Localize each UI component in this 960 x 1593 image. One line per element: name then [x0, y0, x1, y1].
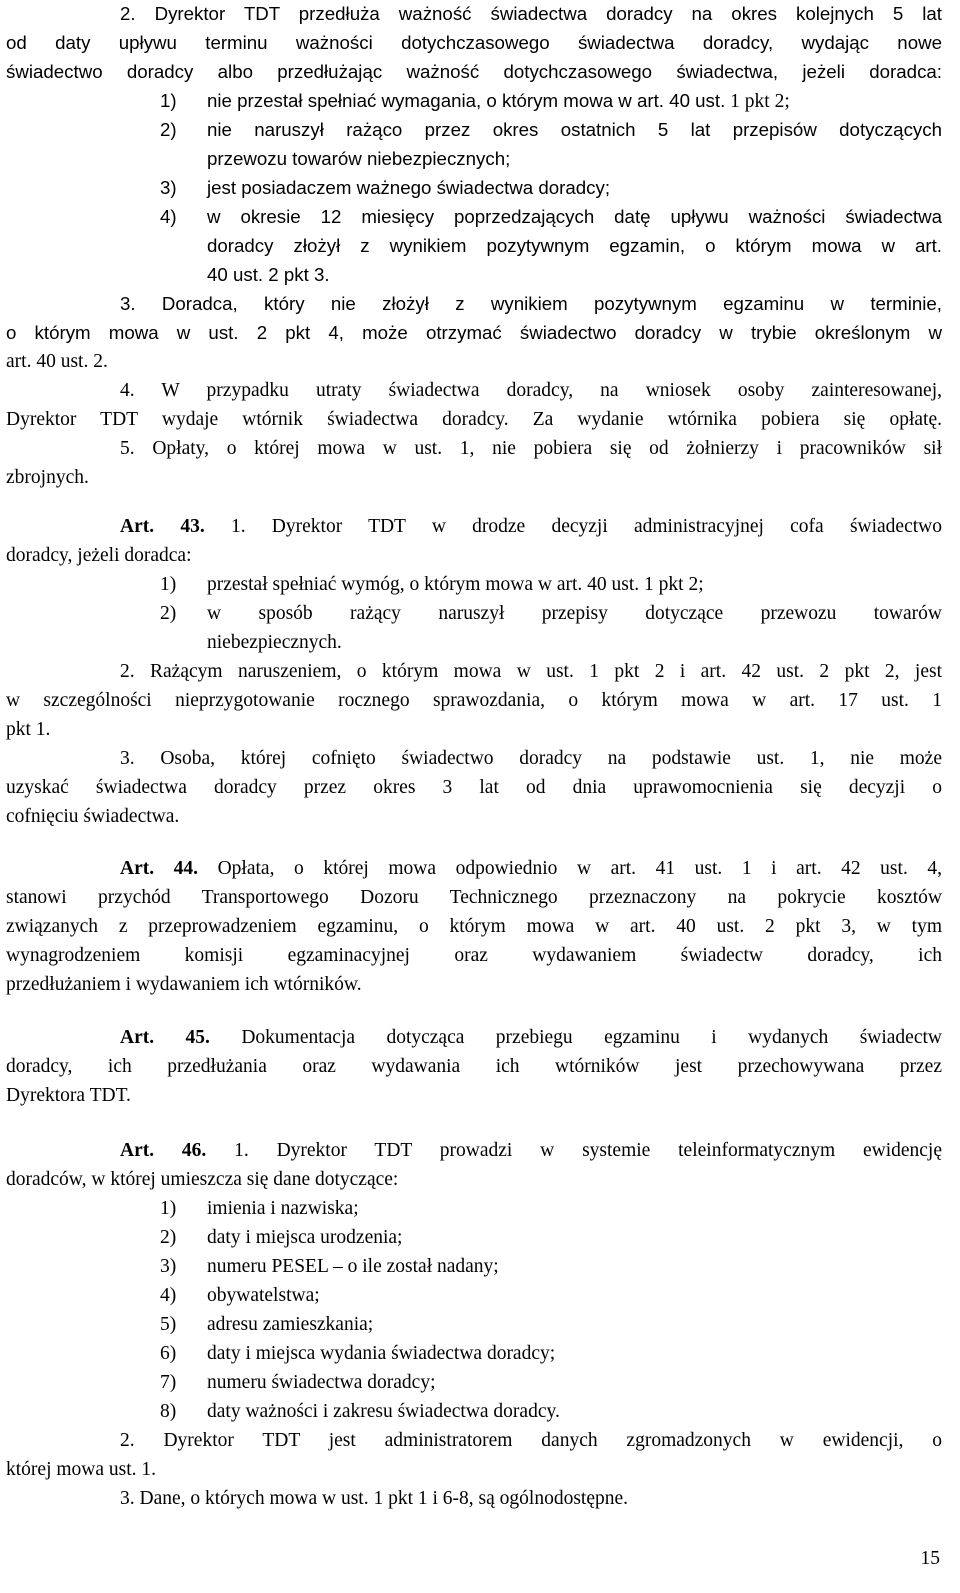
art43-item-1	[160, 571, 942, 599]
art43-item-2	[160, 600, 942, 628]
art46-ust2-line2: której mowa ust. 1.	[6, 1459, 157, 1480]
article-number: Art. 43.	[120, 516, 205, 537]
item-text: numeru PESEL – o ile został nadany;	[207, 1256, 499, 1277]
art43-ust2-line3: pkt 1.	[6, 719, 51, 740]
item-text: adresu zamieszkania;	[207, 1314, 374, 1335]
art43-ust2-line1: 2. Rażącym naruszeniem, o którym mowa w ust. 1 pkt 2 i art. 42 ust. 2 pkt 2, jest	[120, 661, 942, 682]
item-number: 4)	[160, 206, 177, 227]
art44-line4: wynagrodzeniem komisji egzaminacyjnej oraz wydawaniem świadectw doradcy, ich	[6, 945, 942, 966]
art42-item-2	[160, 116, 942, 144]
art46-ust2-line1: 2. Dyrektor TDT jest administratorem danych zgromadzonych w ewidencji, o	[120, 1430, 942, 1451]
art43-ust1-text: 1. Dyrektor TDT w drodze decyzji administracyjnej cofa świadectwo	[204, 516, 942, 537]
art44-text: Opłata, o której mowa odpowiednio w art. 41 ust. 1 i art. 42 ust. 4,	[198, 858, 942, 879]
art43-ust3-line1: 3. Osoba, której cofnięto świadectwo doradcy na podstawie ust. 1, nie może	[120, 748, 942, 769]
item-number: 5)	[160, 1314, 177, 1335]
item-number: 1)	[160, 1198, 177, 1219]
art46-item-8	[160, 1398, 942, 1426]
article-number: Art. 45.	[120, 1027, 210, 1048]
art42-ust3-line1: 3. Doradca, który nie złożył z wynikiem pozytywnym egzaminu w terminie,	[120, 293, 942, 314]
item-text: imienia i nazwiska;	[207, 1198, 359, 1219]
article-number: Art. 44.	[120, 858, 199, 879]
art46-item-1	[160, 1195, 942, 1223]
art42-ust5-line2: zbrojnych.	[6, 467, 89, 488]
art46-item-2	[160, 1224, 942, 1252]
art46-ust3-line1: 3. Dane, o których mowa w ust. 1 pkt 1 i 6-8, są ogólnodostępne.	[120, 1488, 629, 1509]
page-number: 15	[920, 1548, 940, 1569]
item-text: daty ważności i zakresu świadectwa doradcy.	[207, 1401, 560, 1422]
item-number: 1)	[160, 574, 177, 595]
item-text: przestał spełniać wymóg, o którym mowa w art. 40 ust. 1 pkt 2;	[207, 574, 704, 595]
art46-ust1-text: 1. Dyrektor TDT prowadzi w systemie teleinformatycznym ewidencję	[206, 1140, 943, 1161]
art43-heading-line	[120, 513, 942, 541]
art42-item-3	[160, 174, 942, 202]
art42-item-4-cont2: 40 ust. 2 pkt 3.	[207, 264, 330, 285]
art42-ust3-line3: art. 40 ust. 2.	[6, 351, 108, 372]
art42-ust2-line1: 2. Dyrektor TDT przedłuża ważność świadectwa doradcy na okres kolejnych 5 lat	[120, 3, 942, 24]
art42-ust2-line2: od daty upływu terminu ważności dotychczasowego świadectwa doradcy, wydając nowe	[6, 32, 942, 53]
art43-ust3-line2: uzyskać świadectwa doradcy przez okres 3 lat od dnia uprawomocnienia się decyzji o	[6, 777, 942, 798]
art42-item-2-cont: przewozu towarów niebezpiecznych;	[207, 148, 511, 169]
item-text: daty i miejsca urodzenia;	[207, 1227, 403, 1248]
art44-line5: przedłużaniem i wydawaniem ich wtórników.	[6, 974, 362, 995]
item-number: 2)	[160, 603, 177, 624]
art44-line3: związanych z przeprowadzeniem egzaminu, o którym mowa w art. 40 ust. 2 pkt 3, w tym	[6, 916, 942, 937]
art43-item-2-cont: niebezpiecznych.	[207, 632, 342, 653]
item-number: 7)	[160, 1372, 177, 1393]
article-number: Art. 46.	[120, 1140, 207, 1161]
art43-ust2-line2: w szczególności nieprzygotowanie rocznego sprawozdania, o którym mowa w art. 17 ust. 1	[6, 690, 942, 711]
art42-item-1	[160, 87, 942, 115]
item-number: 2)	[160, 1227, 177, 1248]
item-text: numeru świadectwa doradcy;	[207, 1372, 436, 1393]
art46-line1	[120, 1137, 942, 1165]
item-text: nie naruszył rażąco przez okres ostatnich 5 lat przepisów dotyczących	[207, 119, 942, 140]
art44-line1	[120, 855, 942, 883]
item-text: jest posiadaczem ważnego świadectwa doradcy;	[207, 177, 611, 198]
art46-line2: doradców, w której umieszcza się dane dotyczące:	[6, 1169, 399, 1190]
art43-ust1-line2: doradcy, jeżeli doradca:	[6, 545, 192, 566]
art45-line3: Dyrektora TDT.	[6, 1085, 131, 1106]
item-number: 8)	[160, 1401, 177, 1422]
art45-text: Dokumentacja dotycząca przebiegu egzaminu i wydanych świadectw	[209, 1027, 942, 1048]
item-number: 3)	[160, 1256, 177, 1277]
art46-item-6	[160, 1340, 942, 1368]
art42-ust2-line3: świadectwo doradcy albo przedłużając ważność dotychczasowego świadectwa, jeżeli doradca:	[6, 61, 942, 82]
item-text-tail: 1 pkt 2;	[725, 91, 790, 112]
item-number: 2)	[160, 119, 177, 140]
item-text: daty i miejsca wydania świadectwa doradcy;	[207, 1343, 556, 1364]
art42-ust4-line2: Dyrektor TDT wydaje wtórnik świadectwa doradcy. Za wydanie wtórnika pobiera się opłatę.	[6, 409, 942, 430]
art46-item-4	[160, 1282, 942, 1310]
art43-ust3-line3: cofnięciu świadectwa.	[6, 806, 180, 827]
art44-line2: stanowi przychód Transportowego Dozoru Technicznego przeznaczony na pokrycie kosztów	[6, 887, 942, 908]
item-number: 4)	[160, 1285, 177, 1306]
art46-item-3	[160, 1253, 942, 1281]
art42-ust3-line2: o którym mowa w ust. 2 pkt 4, może otrzymać świadectwo doradcy w trybie określonym w	[6, 322, 942, 343]
item-number: 6)	[160, 1343, 177, 1364]
item-number: 1)	[160, 90, 177, 111]
item-text: w okresie 12 miesięcy poprzedzających datę upływu ważności świadectwa	[207, 206, 942, 227]
art46-item-5	[160, 1311, 942, 1339]
item-text: nie przestał spełniać wymagania, o którym mowa w art. 40 ust.	[207, 90, 726, 111]
item-text: obywatelstwa;	[207, 1285, 320, 1306]
art42-ust4-line1: 4. W przypadku utraty świadectwa doradcy, na wniosek osoby zainteresowanej,	[120, 380, 942, 401]
art46-item-7	[160, 1369, 942, 1397]
art42-item-4-cont1: doradcy złożył z wynikiem pozytywnym egzamin, o którym mowa w art.	[207, 235, 942, 256]
item-text: w sposób rażący naruszył przepisy dotyczące przewozu towarów	[207, 603, 942, 624]
art42-ust5-line1: 5. Opłaty, o której mowa w ust. 1, nie pobiera się od żołnierzy i pracowników sił	[120, 438, 942, 459]
item-number: 3)	[160, 177, 177, 198]
art42-item-4	[160, 203, 942, 231]
art45-line1	[120, 1024, 942, 1052]
art45-line2: doradcy, ich przedłużania oraz wydawania ich wtórników jest przechowywana przez	[6, 1056, 942, 1077]
